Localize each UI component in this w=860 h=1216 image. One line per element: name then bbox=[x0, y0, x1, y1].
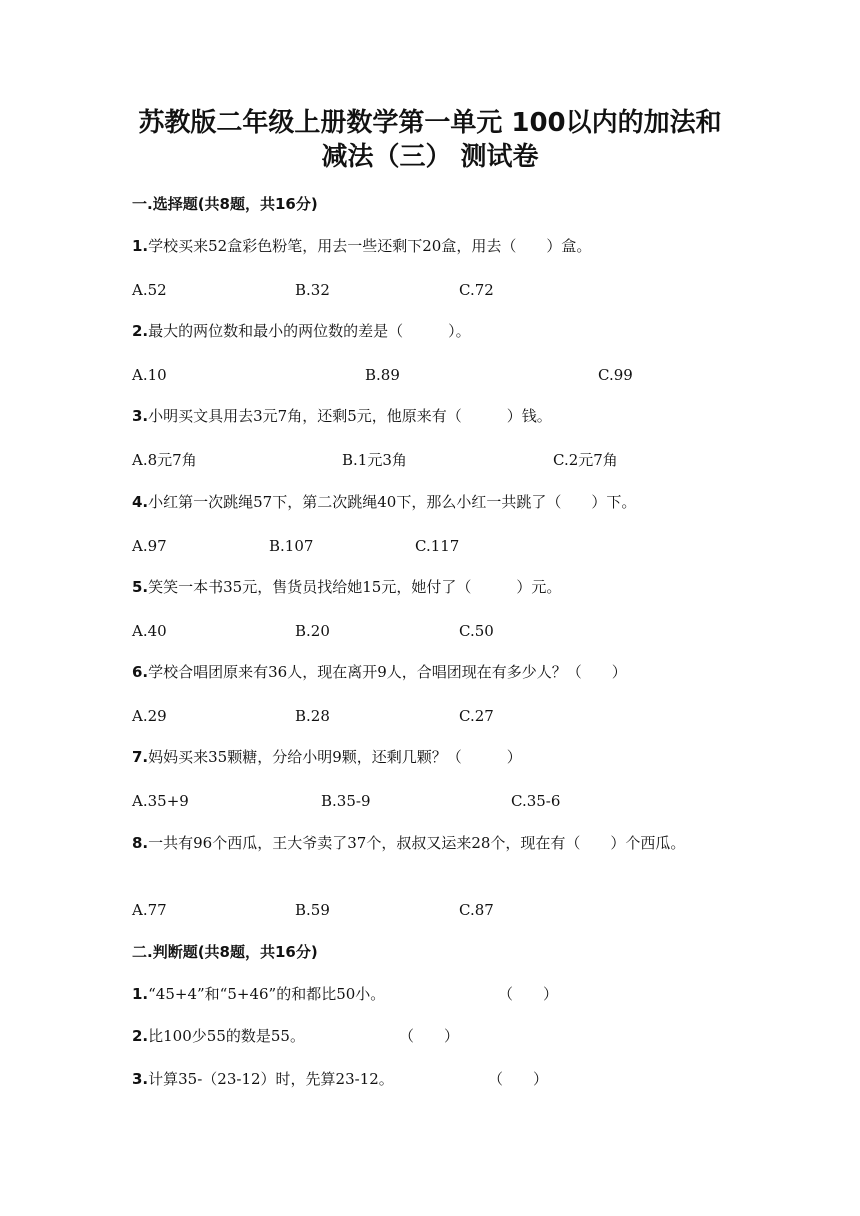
question-number: 4. bbox=[132, 493, 149, 511]
option-a: A.77 bbox=[132, 901, 167, 919]
question-number: 1. bbox=[132, 237, 149, 255]
question-text: 比100少55的数是55。 bbox=[148, 1027, 305, 1045]
question-text: 小明买文具用去3元7角，还剩5元，他原来有（ ）钱。 bbox=[148, 407, 552, 425]
option-c: C.50 bbox=[459, 622, 494, 640]
choice-question-2 bbox=[132, 317, 732, 345]
title-line-2: 减法（三） 测试卷 bbox=[321, 142, 539, 172]
question-number: 6. bbox=[132, 663, 149, 681]
question-number: 7. bbox=[132, 748, 149, 766]
option-b: B.28 bbox=[295, 707, 330, 725]
answer-blank: （ ） bbox=[399, 1027, 460, 1045]
option-b: B.32 bbox=[295, 281, 330, 299]
option-a: A.40 bbox=[132, 622, 167, 640]
choice-question-1 bbox=[132, 232, 732, 260]
question-number: 5. bbox=[132, 578, 149, 596]
option-b: B.1元3角 bbox=[342, 451, 407, 469]
choice-question-6 bbox=[132, 658, 732, 686]
section-judge-heading: 二.判断题(共8题，共16分) bbox=[132, 943, 318, 961]
option-a: A.8元7角 bbox=[132, 451, 197, 469]
choice-question-5 bbox=[132, 573, 732, 601]
question-number: 3. bbox=[132, 1070, 149, 1088]
section-choice-heading: 一.选择题(共8题，共16分) bbox=[132, 195, 318, 213]
question-text: 计算35-（23-12）时，先算23-12。 bbox=[148, 1070, 394, 1088]
question-text: 学校买来52盒彩色粉笔，用去一些还剩下20盒，用去（ ）盒。 bbox=[148, 237, 592, 255]
judge-question-1 bbox=[132, 980, 732, 1008]
question-number: 2. bbox=[132, 1027, 149, 1045]
option-a: A.35+9 bbox=[132, 792, 189, 810]
option-b: B.59 bbox=[295, 901, 330, 919]
question-text: 小红第一次跳绳57下，第二次跳绳40下，那么小红一共跳了（ ）下。 bbox=[148, 493, 637, 511]
choice-question-3 bbox=[132, 402, 732, 430]
question-text: 学校合唱团原来有36人，现在离开9人，合唱团现在有多少人？（ ） bbox=[148, 663, 627, 681]
question-number: 1. bbox=[132, 985, 149, 1003]
option-c: C.2元7角 bbox=[553, 451, 618, 469]
question-number: 3. bbox=[132, 407, 149, 425]
option-c: C.87 bbox=[459, 901, 494, 919]
option-b: B.35-9 bbox=[321, 792, 371, 810]
answer-blank: （ ） bbox=[488, 1070, 549, 1088]
title-line-1: 苏教版二年级上册数学第一单元 100以内的加法和 bbox=[138, 108, 722, 138]
option-c: C.117 bbox=[415, 537, 460, 555]
option-a: A.97 bbox=[132, 537, 167, 555]
option-c: C.72 bbox=[459, 281, 494, 299]
question-number: 8. bbox=[132, 834, 149, 852]
question-text: 最大的两位数和最小的两位数的差是（ ）。 bbox=[148, 322, 471, 340]
choice-question-8 bbox=[132, 829, 732, 857]
question-text: 笑笑一本书35元，售货员找给她15元，她付了（ ）元。 bbox=[148, 578, 562, 596]
option-c: C.27 bbox=[459, 707, 494, 725]
choice-question-4 bbox=[132, 488, 732, 516]
option-c: C.35-6 bbox=[511, 792, 561, 810]
option-b: B.89 bbox=[365, 366, 400, 384]
question-text: 一共有96个西瓜，王大爷卖了37个，叔叔又运来28个，现在有（ ）个西瓜。 bbox=[148, 834, 686, 852]
option-a: A.52 bbox=[132, 281, 167, 299]
option-a: A.29 bbox=[132, 707, 167, 725]
answer-blank: （ ） bbox=[498, 985, 559, 1003]
question-number: 2. bbox=[132, 322, 149, 340]
question-text: 妈妈买来35颗糖，分给小明9颗，还剩几颗？（ ） bbox=[148, 748, 522, 766]
choice-question-7 bbox=[132, 743, 732, 771]
question-text: “45+4”和“5+46”的和都比50小。 bbox=[148, 985, 386, 1003]
option-a: A.10 bbox=[132, 366, 167, 384]
option-b: B.107 bbox=[269, 537, 314, 555]
option-b: B.20 bbox=[295, 622, 330, 640]
option-c: C.99 bbox=[598, 366, 633, 384]
judge-question-3 bbox=[132, 1065, 732, 1093]
